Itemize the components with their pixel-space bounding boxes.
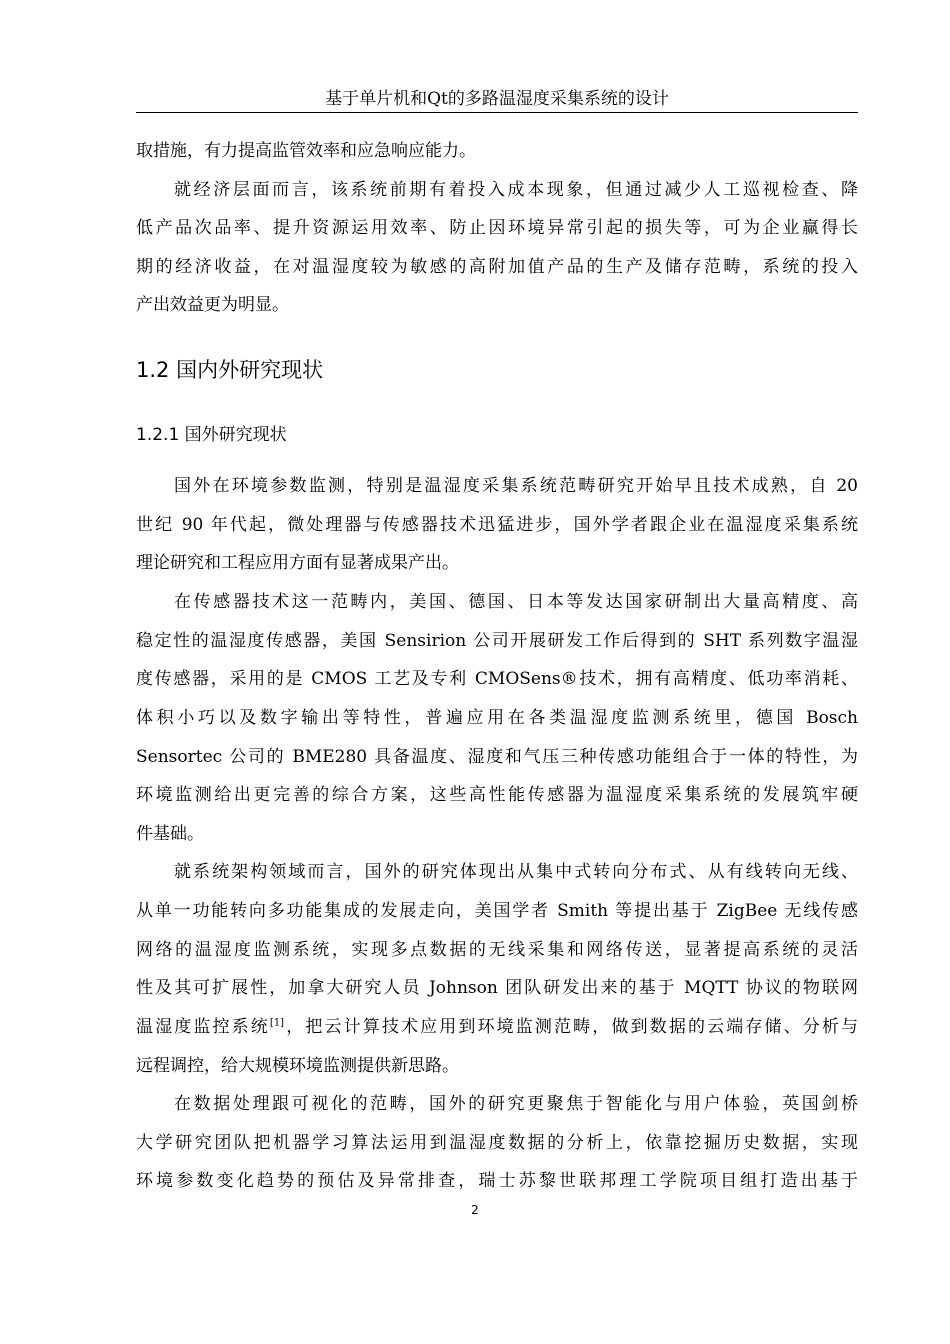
text-line: 从单一功能转向多功能集成的发展走向，美国学者 Smith 等提出基于 ZigBee 无线传感	[136, 901, 858, 921]
section-heading: 1.2 国内外研究现状	[136, 358, 324, 382]
text-line: 在传感器技术这一范畴内，美国、德国、日本等发达国家研制出大量高精度、高	[174, 592, 858, 612]
text-line: Sensortec 公司的 BME280 具备温度、湿度和气压三种传感功能组合于一体的特性，为	[136, 747, 858, 767]
text-line: 期的经济收益，在对温湿度较为敏感的高附加值产品的生产及储存范畴，系统的投入	[136, 257, 858, 277]
text-line: 件基础。	[136, 824, 204, 844]
text-line: 取措施，有力提高监管效率和应急响应能力。	[136, 141, 476, 161]
text-line: 国外在环境参数监测，特别是温湿度采集系统范畴研究开始早且技术成熟，自 20	[174, 476, 858, 496]
subsection-heading: 1.2.1 国外研究现状	[136, 425, 287, 445]
text-line: 性及其可扩展性，加拿大研究人员 Johnson 团队研发出来的基于 MQTT 协议的物联网	[136, 978, 858, 998]
text-segment: 温湿度监控系统	[136, 1017, 270, 1037]
running-header: 基于单片机和Qt的多路温湿度采集系统的设计	[325, 89, 669, 109]
text-line: 远程调控，给大规模环境监测提供新思路。	[136, 1056, 459, 1076]
text-line: 就系统架构领域而言，国外的研究体现出从集中式转向分布式、从有线转向无线、	[174, 862, 858, 882]
text-line: 理论研究和工程应用方面有显著成果产出。	[136, 553, 459, 573]
text-line: 稳定性的温湿度传感器，美国 Sensirion 公司开展研发工作后得到的 SHT 系列数字温湿	[136, 631, 858, 651]
header-rule	[136, 112, 858, 113]
text-line: 大学研究团队把机器学习算法运用到温湿度数据的分析上，依靠挖掘历史数据，实现	[136, 1133, 858, 1153]
text-line: 体积小巧以及数字输出等特性，普遍应用在各类温湿度监测系统里，德国 Bosch	[136, 708, 858, 728]
text-line: 环境参数变化趋势的预估及异常排查，瑞士苏黎世联邦理工学院项目组打造出基于	[136, 1171, 858, 1191]
text-line: 就经济层面而言，该系统前期有着投入成本现象，但通过减少人工巡视检查、降	[174, 180, 858, 200]
text-line: 世纪 90 年代起，微处理器与传感器技术迅猛进步，国外学者跟企业在温湿度采集系统	[136, 515, 858, 535]
page-number: 2	[471, 1203, 479, 1217]
text-line: 度传感器，采用的是 CMOS 工艺及专利 CMOSens®技术，拥有高精度、低功率消耗、	[136, 669, 858, 689]
text-line-with-citation	[136, 1014, 858, 1040]
text-line: 产出效益更为明显。	[136, 295, 289, 315]
text-line: 低产品次品率、提升资源运用效率、防止因环境异常引起的损失等，可为企业赢得长	[136, 218, 858, 238]
text-segment: ，把云计算技术应用到环境监测范畴，做到数据的云端存储、分析与	[284, 1017, 859, 1037]
text-line: 网络的温湿度监测系统，实现多点数据的无线采集和网络传送，显著提高系统的灵活	[136, 940, 858, 960]
citation-link[interactable]: [1]	[269, 1017, 285, 1029]
text-line: 在数据处理跟可视化的范畴，国外的研究更聚焦于智能化与用户体验，英国剑桥	[174, 1094, 858, 1114]
text-line: 环境监测给出更完善的综合方案，这些高性能传感器为温湿度采集系统的发展筑牢硬	[136, 785, 858, 805]
